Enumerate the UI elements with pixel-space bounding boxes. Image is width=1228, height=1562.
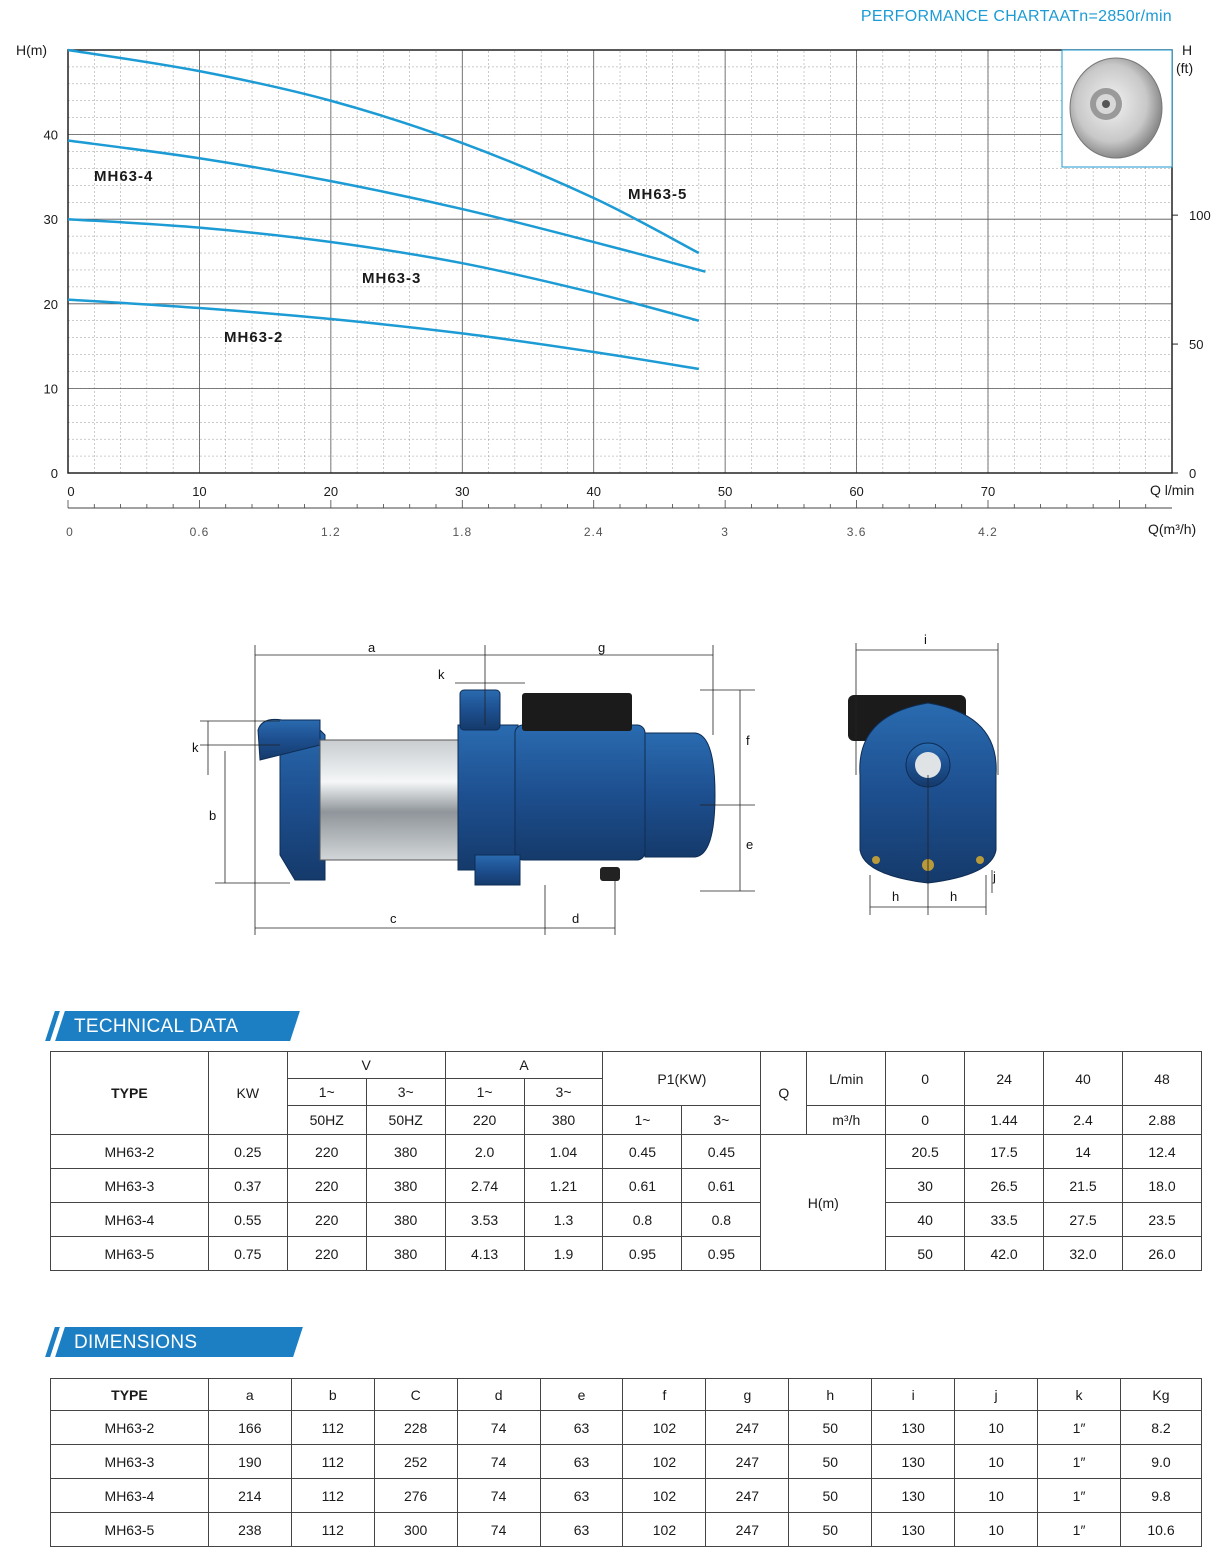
chart-frame	[68, 50, 1172, 473]
technical-data-header: TECHNICAL DATA	[50, 1011, 300, 1041]
pump-dimension-drawing	[180, 625, 1020, 945]
dim-label-h-left: h	[892, 889, 900, 904]
data-cell: 102	[623, 1513, 706, 1547]
data-cell: 220	[287, 1237, 366, 1271]
data-cell: 50	[789, 1445, 872, 1479]
data-cell: 74	[457, 1445, 540, 1479]
chart-ticks	[44, 128, 1211, 499]
data-cell: 190	[208, 1445, 291, 1479]
data-cell: 102	[623, 1479, 706, 1513]
data-cell: 380	[366, 1169, 445, 1203]
data-cell: 238	[208, 1513, 291, 1547]
dim-label-i: i	[924, 632, 927, 647]
head-value-cell: 20.5	[886, 1135, 965, 1169]
q-lmin-2: 40	[1044, 1052, 1123, 1106]
technical-data-table	[50, 1051, 1202, 1271]
data-cell: 1.04	[524, 1135, 603, 1169]
data-cell: 102	[623, 1411, 706, 1445]
type-cell: MH63-3	[51, 1169, 209, 1203]
col-v: V	[287, 1052, 445, 1079]
data-cell: 300	[374, 1513, 457, 1547]
v-sub-1: 1~	[287, 1079, 366, 1106]
data-cell: 0.45	[682, 1135, 761, 1169]
data-cell: 214	[208, 1479, 291, 1513]
data-cell: 0.95	[682, 1237, 761, 1271]
x-tick-label: 60	[849, 484, 864, 499]
table-row	[51, 1135, 1202, 1169]
x-secondary-tick-label: 3	[721, 525, 729, 539]
dimensions-table	[50, 1378, 1202, 1547]
data-cell: 130	[872, 1445, 955, 1479]
x-secondary-tick-label: 0.6	[189, 525, 210, 539]
data-cell: 63	[540, 1411, 623, 1445]
q-lmin-3: 48	[1122, 1052, 1201, 1106]
v-hz-1: 50HZ	[287, 1106, 366, 1135]
dim-col-j: j	[955, 1379, 1038, 1411]
pump-side-view	[258, 690, 715, 885]
data-cell: 1.3	[524, 1203, 603, 1237]
dim-label-k-side: k	[192, 740, 199, 755]
dim-col-d: d	[457, 1379, 540, 1411]
data-cell: 4.13	[445, 1237, 524, 1271]
data-cell: 130	[872, 1513, 955, 1547]
v-hz-3: 50HZ	[366, 1106, 445, 1135]
head-value-cell: 12.4	[1122, 1135, 1201, 1169]
performance-chart	[0, 30, 1228, 550]
table-row	[51, 1445, 1202, 1479]
data-cell: 10	[955, 1411, 1038, 1445]
col-m3h: m³/h	[807, 1106, 886, 1135]
dim-col-b: b	[291, 1379, 374, 1411]
q-m3h-3: 2.88	[1122, 1106, 1201, 1135]
table-row	[51, 1411, 1202, 1445]
data-cell: 1.9	[524, 1237, 603, 1271]
data-cell: 74	[457, 1479, 540, 1513]
head-value-cell: 50	[886, 1237, 965, 1271]
dim-label-g: g	[598, 640, 606, 655]
head-value-cell: 18.0	[1122, 1169, 1201, 1203]
col-q: Q	[761, 1052, 807, 1135]
y-right-axis-unit: (ft)	[1176, 60, 1194, 76]
a-sub-1: 1~	[445, 1079, 524, 1106]
type-cell: MH63-5	[51, 1237, 209, 1271]
x-secondary-tick-label: 3.6	[846, 525, 867, 539]
dim-label-h-right: h	[950, 889, 958, 904]
chart-title: PERFORMANCE CHARTAATn=2850r/min	[860, 8, 1172, 25]
head-value-cell: 17.5	[965, 1135, 1044, 1169]
dim-label-b: b	[209, 808, 217, 823]
dim-label-d: d	[572, 911, 580, 926]
q-m3h-0: 0	[886, 1106, 965, 1135]
data-cell: 8.2	[1120, 1411, 1201, 1445]
data-cell: 112	[291, 1479, 374, 1513]
q-m3h-1: 1.44	[965, 1106, 1044, 1135]
data-cell: 247	[706, 1479, 789, 1513]
type-cell: MH63-2	[51, 1411, 209, 1445]
data-cell: 0.37	[208, 1169, 287, 1203]
data-cell: 2.74	[445, 1169, 524, 1203]
head-value-cell: 14	[1044, 1135, 1123, 1169]
data-cell: 0.95	[603, 1237, 682, 1271]
x-secondary-tick-label: 1.8	[452, 525, 473, 539]
head-value-cell: 23.5	[1122, 1203, 1201, 1237]
data-cell: 220	[287, 1135, 366, 1169]
curve-label-mh63-4: MH63-4	[94, 168, 154, 185]
type-cell: MH63-3	[51, 1445, 209, 1479]
x-tick-label: 70	[980, 484, 996, 499]
dim-col-type: TYPE	[51, 1379, 209, 1411]
dim-col-a: a	[208, 1379, 291, 1411]
data-cell: 2.0	[445, 1135, 524, 1169]
y-tick-label: 30	[43, 212, 58, 228]
x-tick-label: 20	[323, 484, 339, 499]
data-cell: 10	[955, 1513, 1038, 1547]
a-volt-3: 380	[524, 1106, 603, 1135]
table-row	[51, 1237, 1202, 1271]
v-sub-3: 3~	[366, 1079, 445, 1106]
data-cell: 0.61	[603, 1169, 682, 1203]
dim-col-e: e	[540, 1379, 623, 1411]
x-tick-label: 0	[67, 484, 75, 499]
x-secondary-axis-label: Q(m³/h)	[1148, 521, 1197, 537]
data-cell: 63	[540, 1445, 623, 1479]
dim-label-j: j	[993, 869, 996, 884]
pump-front-view	[848, 695, 996, 883]
x-secondary-tick-label: 0	[66, 525, 74, 539]
data-cell: 10.6	[1120, 1513, 1201, 1547]
data-cell: 0.8	[682, 1203, 761, 1237]
p1-sub-3: 3~	[682, 1106, 761, 1135]
data-cell: 50	[789, 1513, 872, 1547]
x-tick-label: 50	[717, 484, 733, 499]
secondary-axis-ticks	[66, 500, 1146, 539]
q-lmin-1: 24	[965, 1052, 1044, 1106]
head-value-cell: 21.5	[1044, 1169, 1123, 1203]
type-cell: MH63-4	[51, 1479, 209, 1513]
data-cell: 247	[706, 1513, 789, 1547]
x-tick-label: 10	[192, 484, 207, 499]
dim-col-kg: Kg	[1120, 1379, 1201, 1411]
data-cell: 166	[208, 1411, 291, 1445]
dimensions-header: DIMENSIONS	[50, 1327, 300, 1357]
x-tick-label: 30	[455, 484, 470, 499]
table-row	[51, 1203, 1202, 1237]
head-value-cell: 32.0	[1044, 1237, 1123, 1271]
data-cell: 0.45	[603, 1135, 682, 1169]
y-right-axis-label: H	[1182, 42, 1193, 58]
dim-col-g: g	[706, 1379, 789, 1411]
data-cell: 220	[287, 1203, 366, 1237]
data-cell: 1″	[1038, 1411, 1121, 1445]
p1-sub-1: 1~	[603, 1106, 682, 1135]
dim-col-c: C	[374, 1379, 457, 1411]
data-cell: 0.61	[682, 1169, 761, 1203]
dim-col-f: f	[623, 1379, 706, 1411]
data-cell: 3.53	[445, 1203, 524, 1237]
data-cell: 50	[789, 1411, 872, 1445]
dim-label-k-top: k	[438, 667, 445, 682]
impeller-photo	[1062, 50, 1172, 167]
data-cell: 50	[789, 1479, 872, 1513]
data-cell: 9.0	[1120, 1445, 1201, 1479]
data-cell: 0.75	[208, 1237, 287, 1271]
col-p1: P1(KW)	[603, 1052, 761, 1106]
hm-label-cell: H(m)	[761, 1135, 886, 1271]
table-row	[51, 1169, 1202, 1203]
table-row	[51, 1479, 1202, 1513]
y-tick-label: 40	[43, 127, 58, 143]
chart-grid	[68, 50, 1172, 473]
data-cell: 112	[291, 1411, 374, 1445]
y-axis-label: H(m)	[16, 42, 48, 58]
data-cell: 130	[872, 1411, 955, 1445]
a-volt-1: 220	[445, 1106, 524, 1135]
data-cell: 247	[706, 1411, 789, 1445]
dim-col-k: k	[1038, 1379, 1121, 1411]
type-cell: MH63-5	[51, 1513, 209, 1547]
y-right-tick-label: 100	[1189, 208, 1211, 224]
dim-col-h: h	[789, 1379, 872, 1411]
y-tick-label: 10	[43, 381, 58, 397]
x-secondary-tick-label: 1.2	[321, 525, 341, 539]
table-row	[51, 1513, 1202, 1547]
col-lmin: L/min	[807, 1052, 886, 1106]
data-cell: 0.55	[208, 1203, 287, 1237]
head-value-cell: 40	[886, 1203, 965, 1237]
chart-curves	[68, 50, 705, 369]
data-cell: 63	[540, 1479, 623, 1513]
head-value-cell: 26.0	[1122, 1237, 1201, 1271]
data-cell: 1″	[1038, 1513, 1121, 1547]
col-kw: KW	[208, 1052, 287, 1135]
type-cell: MH63-4	[51, 1203, 209, 1237]
col-a: A	[445, 1052, 603, 1079]
data-cell: 63	[540, 1513, 623, 1547]
x-tick-label: 40	[586, 484, 601, 499]
curve-label-mh63-3: MH63-3	[362, 270, 422, 287]
dim-col-i: i	[872, 1379, 955, 1411]
data-cell: 0.8	[603, 1203, 682, 1237]
data-cell: 0.25	[208, 1135, 287, 1169]
data-cell: 220	[287, 1169, 366, 1203]
curve-label-mh63-2: MH63-2	[224, 329, 284, 346]
type-cell: MH63-2	[51, 1135, 209, 1169]
data-cell: 1.21	[524, 1169, 603, 1203]
curve-label-mh63-5: MH63-5	[628, 186, 688, 203]
data-cell: 247	[706, 1445, 789, 1479]
head-value-cell: 27.5	[1044, 1203, 1123, 1237]
data-cell: 276	[374, 1479, 457, 1513]
head-value-cell: 26.5	[965, 1169, 1044, 1203]
data-cell: 1″	[1038, 1479, 1121, 1513]
data-cell: 112	[291, 1445, 374, 1479]
curve-mh63-2	[68, 300, 699, 369]
q-m3h-2: 2.4	[1044, 1106, 1123, 1135]
dim-label-f: f	[746, 733, 750, 748]
y-tick-label: 0	[50, 466, 58, 481]
data-cell: 112	[291, 1513, 374, 1547]
data-cell: 1″	[1038, 1445, 1121, 1479]
y-right-tick-label: 0	[1189, 466, 1197, 481]
a-sub-3: 3~	[524, 1079, 603, 1106]
data-cell: 228	[374, 1411, 457, 1445]
dim-label-c: c	[390, 911, 397, 926]
head-value-cell: 42.0	[965, 1237, 1044, 1271]
y-right-tick-label: 50	[1189, 337, 1204, 353]
dim-label-e: e	[746, 837, 754, 852]
col-type: TYPE	[51, 1052, 209, 1135]
head-value-cell: 33.5	[965, 1203, 1044, 1237]
data-cell: 380	[366, 1135, 445, 1169]
x-secondary-tick-label: 2.4	[583, 525, 604, 539]
data-cell: 74	[457, 1513, 540, 1547]
y-tick-label: 20	[43, 296, 58, 312]
x-axis-label: Q l/min	[1150, 482, 1195, 498]
data-cell: 130	[872, 1479, 955, 1513]
dim-label-a: a	[368, 640, 376, 655]
q-lmin-0: 0	[886, 1052, 965, 1106]
data-cell: 380	[366, 1237, 445, 1271]
data-cell: 10	[955, 1479, 1038, 1513]
data-cell: 102	[623, 1445, 706, 1479]
data-cell: 252	[374, 1445, 457, 1479]
data-cell: 74	[457, 1411, 540, 1445]
x-secondary-tick-label: 4.2	[978, 525, 998, 539]
data-cell: 380	[366, 1203, 445, 1237]
data-cell: 9.8	[1120, 1479, 1201, 1513]
data-cell: 10	[955, 1445, 1038, 1479]
head-value-cell: 30	[886, 1169, 965, 1203]
